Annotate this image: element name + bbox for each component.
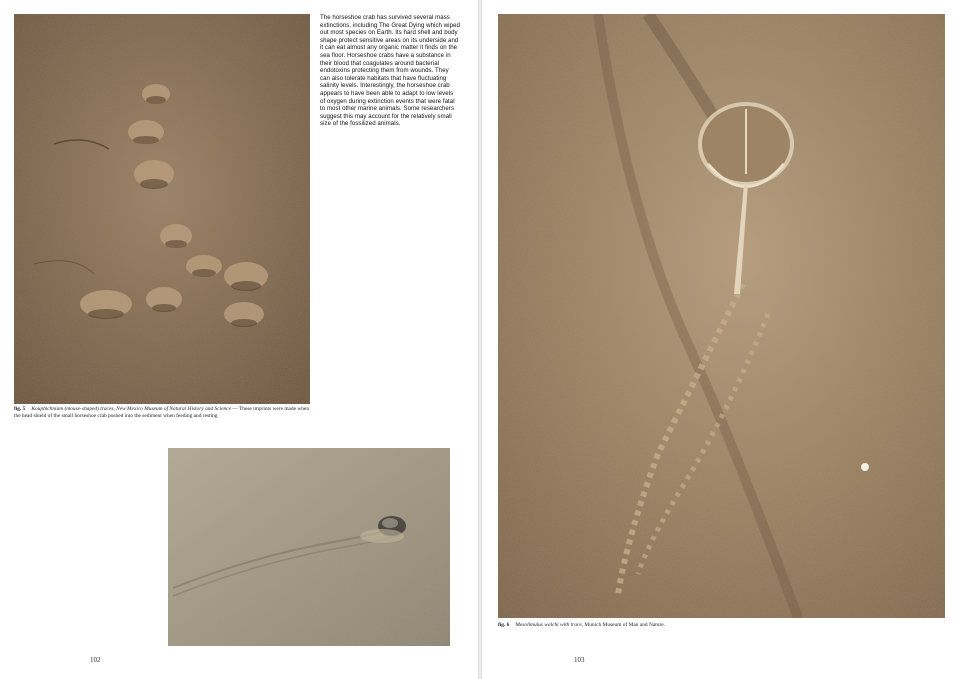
figure-description: , Munich Museum of Man and Nature. bbox=[581, 622, 665, 628]
figure-number: fig. 6 bbox=[498, 622, 510, 628]
horseshoe-crab-on-sand-photo bbox=[168, 448, 450, 646]
figure-number: fig. 5 bbox=[14, 406, 26, 412]
figure-title: Mesolimulus walchi with trace bbox=[515, 622, 582, 628]
figure-caption-left bbox=[14, 406, 314, 420]
right-page bbox=[482, 0, 960, 679]
page-number: 102 bbox=[90, 656, 101, 664]
figure-caption-right bbox=[498, 622, 918, 629]
figure-title: Kouphichnium (mouse-shaped) traces, New Mexico Museum of Natural History and Science bbox=[31, 406, 231, 412]
body-text: The horseshoe crab has survived several mass extinctions, including The Great Dying which wiped out most species on Earth. Its hard shell and body shape protect sensitive areas on its underside and it can eat almost any organic matter it finds on the sea floor. Horseshoe crabs have a substance in their blood that coagulates around bacterial endotoxins protecting them from wounds. They can also tolerate habitats that have fluctuating salinity levels. Interestingly, the horseshoe crab appears to have been able to adapt to low levels of oxygen during extinction events that were fatal to most other marine animals. Some researchers suggest this may account for the relatively small size of the fossilized animals. bbox=[320, 14, 460, 128]
mesolimulus-fossil-photo bbox=[498, 14, 945, 618]
figure-description: — These imprints were made when the head shield of the small horseshoe crab pushed into the sediment when feeding and resting bbox=[14, 406, 310, 419]
left-page bbox=[0, 0, 478, 679]
page-number: 103 bbox=[574, 656, 585, 664]
trackway-photo bbox=[14, 14, 310, 404]
